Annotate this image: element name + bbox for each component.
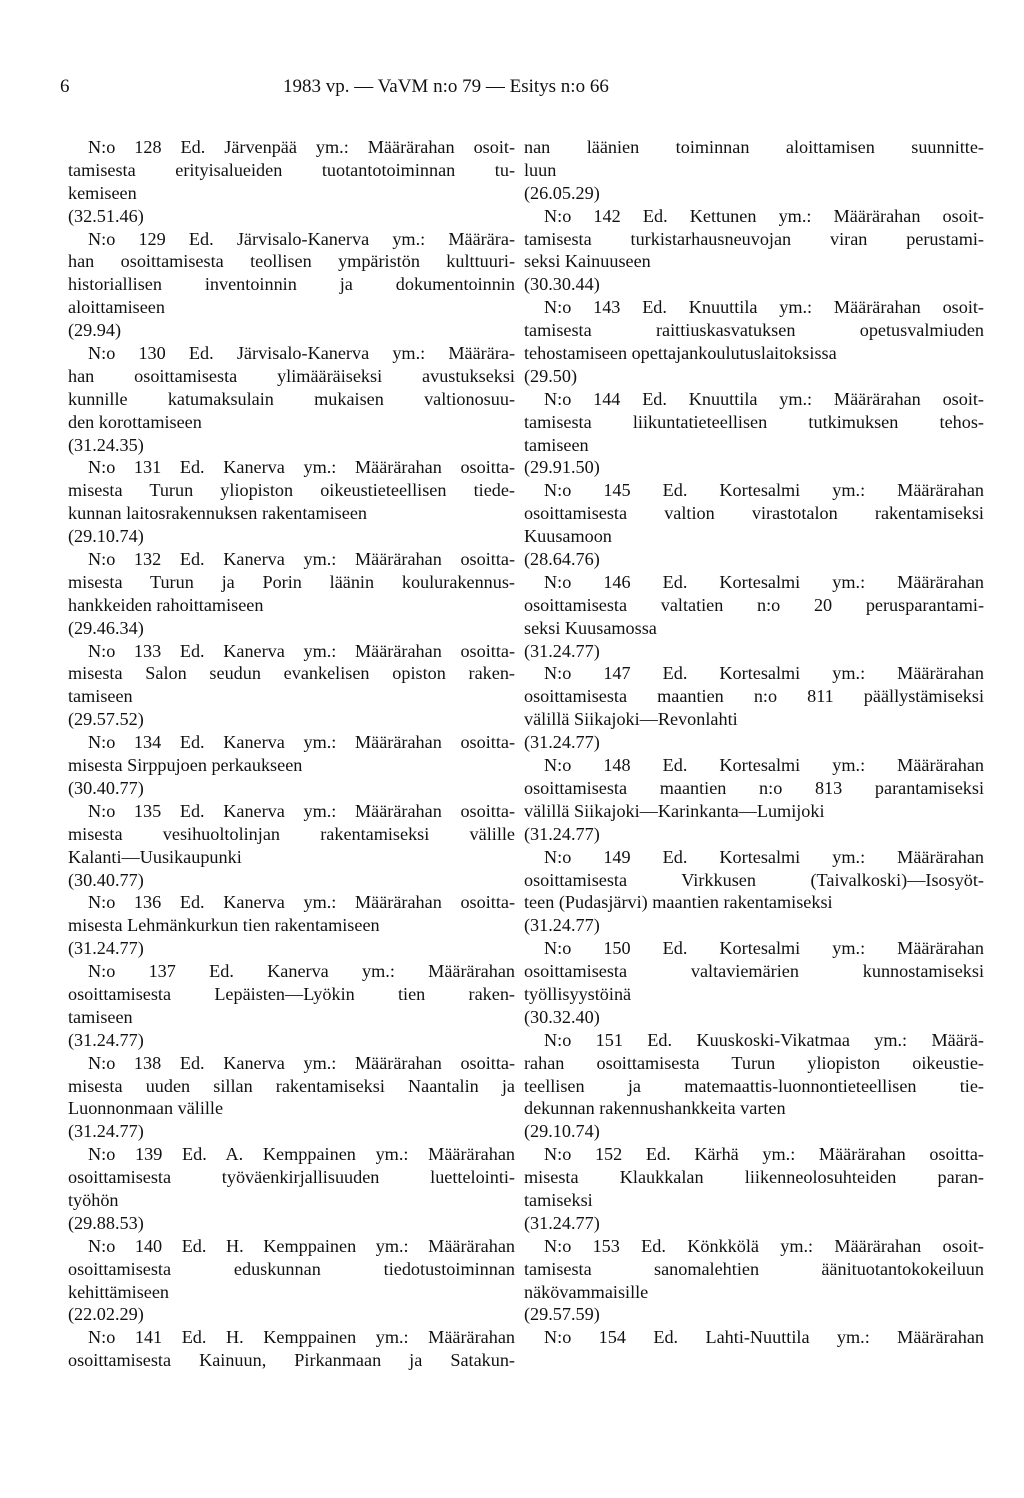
budget-code: (31.24.77)	[524, 915, 600, 936]
motion-entry	[68, 228, 515, 342]
entry-text-line: tamiseen	[524, 434, 589, 455]
budget-code: (29.91.50)	[524, 457, 600, 478]
entry-text-line: Luonnonmaan välille	[68, 1098, 224, 1119]
budget-code: (28.64.76)	[524, 549, 600, 570]
entry-text-line: rahan osoittamisesta Turun yliopiston oikeustie-	[524, 1052, 984, 1073]
entry-text-line: N:o 135 Ed. Kanerva ym.: Määrärahan osoitta-	[88, 800, 515, 821]
entry-text-line: osoittamisesta Lepäisten—Lyökin tien raken-	[68, 983, 515, 1004]
entry-text-line: N:o 148 Ed. Kortesalmi ym.: Määrärahan	[544, 755, 984, 776]
entry-text-line: N:o 153 Ed. Könkkölä ym.: Määrärahan osoit-	[544, 1235, 984, 1256]
budget-code: (26.05.29)	[524, 182, 600, 203]
motion-entry	[524, 846, 984, 938]
budget-code: (29.46.34)	[68, 617, 144, 638]
motion-entry	[524, 205, 984, 297]
left-column	[68, 136, 515, 1372]
budget-code: (29.94)	[68, 320, 122, 341]
budget-code: (29.50)	[524, 365, 578, 386]
entry-text-line: misesta Salon seudun evankelisen opiston raken-	[68, 663, 515, 684]
entry-text-line: nan läänien toiminnan aloittamisen suunnitte-	[524, 137, 984, 157]
entry-text-line: työhön	[68, 1189, 119, 1210]
entry-text-line: tamisesta raittiuskasvatuksen opetusvalmiuden	[524, 320, 984, 341]
motion-entry	[68, 960, 515, 1052]
entry-text-line: N:o 128 Ed. Järvenpää ym.: Määrärahan osoit-	[88, 137, 515, 157]
entry-text-line: seksi Kainuuseen	[524, 251, 651, 272]
entry-text-line: teellisen ja matemaattis-luonnontieteellisen tie-	[524, 1075, 984, 1096]
entry-text-line: osoittamisesta valtion virastotalon rakentamiseksi	[524, 503, 984, 524]
entry-text-line: Kuusamoon	[524, 526, 612, 547]
budget-code: (30.32.40)	[524, 1006, 600, 1027]
motion-entry	[68, 1052, 515, 1144]
entry-text-line: välillä Siikajoki—Karinkanta—Lumijoki	[524, 800, 825, 821]
budget-code: (31.24.35)	[68, 434, 144, 455]
budget-code: (31.24.77)	[524, 1212, 600, 1233]
entry-text-line: tamiseen	[68, 686, 133, 707]
budget-code: (31.24.77)	[524, 823, 600, 844]
motion-entry	[524, 1235, 984, 1327]
entry-text-line: tehostamiseen opettajankoulutuslaitoksissa	[524, 343, 837, 364]
entry-text-line: osoittamisesta työväenkirjallisuuden luettelointi-	[68, 1167, 515, 1188]
page-number: 6	[60, 76, 70, 97]
motion-entry	[524, 1029, 984, 1143]
motion-entry	[68, 136, 515, 228]
budget-code: (22.02.29)	[68, 1304, 144, 1325]
entry-text-line: misesta Lehmänkurkun tien rakentamiseen	[68, 915, 380, 936]
entry-text-line: osoittamisesta Virkkusen (Taivalkoski)—Isosyöt-	[524, 869, 984, 890]
entry-text-line: tamisesta liikuntatieteellisen tutkimuksen tehos-	[524, 411, 984, 432]
entry-text-line: N:o 141 Ed. H. Kemppainen ym.: Määrärahan	[88, 1327, 515, 1348]
entry-text-line: N:o 143 Ed. Knuuttila ym.: Määrärahan osoit-	[544, 297, 984, 318]
budget-code: (29.10.74)	[68, 526, 144, 547]
entry-text-line: N:o 142 Ed. Kettunen ym.: Määrärahan osoit-	[544, 205, 984, 226]
entry-text-line: kehittämiseen	[68, 1281, 170, 1302]
entry-text-line: han osoittamisesta ylimääräiseksi avustukseksi	[68, 365, 515, 386]
entry-text-line: osoittamisesta maantien n:o 813 parantamiseksi	[524, 777, 984, 798]
motion-entry	[524, 754, 984, 846]
entry-text-line: N:o 134 Ed. Kanerva ym.: Määrärahan osoitta-	[88, 732, 515, 753]
entry-text-line: osoittamisesta eduskunnan tiedotustoiminnan	[68, 1258, 515, 1279]
entry-text-line: työllisyystöinä	[524, 983, 632, 1004]
entry-text-line: N:o 151 Ed. Kuuskoski-Vikatmaa ym.: Määrä-	[544, 1029, 984, 1050]
entry-text-line: N:o 139 Ed. A. Kemppainen ym.: Määrärahan	[88, 1144, 515, 1165]
entry-text-line: N:o 137 Ed. Kanerva ym.: Määrärahan	[88, 961, 515, 982]
entry-text-line: N:o 132 Ed. Kanerva ym.: Määrärahan osoitta-	[88, 549, 515, 570]
entry-text-line: seksi Kuusamossa	[524, 617, 657, 638]
entry-text-line: den korottamiseen	[68, 411, 202, 432]
entry-text-line: misesta Klaukkalan liikenneolosuhteiden paran-	[524, 1167, 984, 1188]
motion-entry	[524, 662, 984, 754]
entry-text-line: N:o 152 Ed. Kärhä ym.: Määrärahan osoitta-	[544, 1144, 984, 1165]
entry-text-line: historiallisen inventoinnin ja dokumentoinnin	[68, 274, 515, 295]
entry-text-line: N:o 138 Ed. Kanerva ym.: Määrärahan osoitta-	[88, 1052, 515, 1073]
entry-text-line: N:o 145 Ed. Kortesalmi ym.: Määrärahan	[544, 480, 984, 501]
entry-text-line: kemiseen	[68, 182, 137, 203]
entry-text-line: hankkeiden rahoittamiseen	[68, 594, 264, 615]
budget-code: (29.57.52)	[68, 709, 144, 730]
motion-entry	[524, 1143, 984, 1235]
entry-text-line: kunnan laitosrakennuksen rakentamiseen	[68, 503, 367, 524]
entry-text-line: kunnille katumaksulain mukaisen valtionosuu-	[68, 388, 515, 409]
entry-text-line: N:o 131 Ed. Kanerva ym.: Määrärahan osoitta-	[88, 457, 515, 478]
budget-code: (30.40.77)	[68, 777, 144, 798]
budget-code: (31.24.77)	[68, 938, 144, 959]
motion-entry	[68, 731, 515, 800]
entry-text-line: osoittamisesta maantien n:o 811 päällystämiseksi	[524, 686, 984, 707]
entry-text-line: N:o 154 Ed. Lahti-Nuuttila ym.: Määrärahan	[544, 1327, 984, 1348]
budget-code: (32.51.46)	[68, 205, 144, 226]
right-column	[524, 136, 984, 1349]
entry-text-line: tamisesta erityisalueiden tuotantotoiminnan tu-	[68, 159, 515, 180]
running-title: 1983 vp. — VaVM n:o 79 — Esitys n:o 66	[283, 76, 609, 97]
motion-entry	[68, 456, 515, 548]
entry-text-line: näkövammaisille	[524, 1281, 649, 1302]
entry-text-line: N:o 129 Ed. Järvisalo-Kanerva ym.: Määrära-	[88, 228, 515, 249]
entry-text-line: aloittamiseen	[68, 297, 165, 318]
entry-text-line: N:o 146 Ed. Kortesalmi ym.: Määrärahan	[544, 571, 984, 592]
motion-entry	[68, 640, 515, 732]
entry-text-line: N:o 130 Ed. Järvisalo-Kanerva ym.: Määrära-	[88, 343, 515, 364]
entry-text-line: osoittamisesta valtaviemärien kunnostamiseksi	[524, 961, 984, 982]
entry-text-line: tamisesta sanomalehtien äänituotantokokeiluun	[524, 1258, 984, 1279]
motion-entry	[524, 571, 984, 663]
motion-entry	[68, 1143, 515, 1235]
entry-text-line: luun	[524, 159, 557, 180]
motion-entry	[68, 342, 515, 456]
budget-code: (30.40.77)	[68, 869, 144, 890]
motion-entry	[68, 1326, 515, 1372]
motion-entry	[68, 800, 515, 892]
entry-text-line: N:o 144 Ed. Knuuttila ym.: Määrärahan osoit-	[544, 388, 984, 409]
budget-code: (31.24.77)	[524, 732, 600, 753]
motion-entry	[68, 891, 515, 960]
motion-entry	[524, 388, 984, 480]
entry-text-line: dekunnan rakennushankkeita varten	[524, 1098, 786, 1119]
entry-text-line: N:o 136 Ed. Kanerva ym.: Määrärahan osoitta-	[88, 892, 515, 913]
motion-entry	[524, 937, 984, 1029]
entry-text-line: N:o 149 Ed. Kortesalmi ym.: Määrärahan	[544, 846, 984, 867]
budget-code: (31.24.77)	[68, 1121, 144, 1142]
motion-entry	[524, 136, 984, 205]
entry-text-line: N:o 140 Ed. H. Kemppainen ym.: Määrärahan	[88, 1235, 515, 1256]
entry-text-line: misesta Turun yliopiston oikeustieteellisen tiede-	[68, 480, 515, 501]
entry-text-line: tamisesta turkistarhausneuvojan viran perustami-	[524, 228, 984, 249]
entry-text-line: Kalanti—Uusikaupunki	[68, 846, 242, 867]
budget-code: (29.57.59)	[524, 1304, 600, 1325]
budget-code: (30.30.44)	[524, 274, 600, 295]
entry-text-line: misesta Turun ja Porin läänin koulurakennus-	[68, 571, 515, 592]
entry-text-line: välillä Siikajoki—Revonlahti	[524, 709, 738, 730]
motion-entry	[524, 479, 984, 571]
entry-text-line: tamiseen	[68, 1006, 133, 1027]
entry-text-line: misesta Sirppujoen perkaukseen	[68, 755, 303, 776]
entry-text-line: osoittamisesta Kainuun, Pirkanmaan ja Satakun-	[68, 1350, 515, 1371]
entry-text-line: N:o 133 Ed. Kanerva ym.: Määrärahan osoitta-	[88, 640, 515, 661]
motion-entry	[524, 1326, 984, 1349]
page-header	[60, 76, 1020, 106]
motion-entry	[68, 548, 515, 640]
budget-code: (29.10.74)	[524, 1121, 600, 1142]
entry-text-line: misesta uuden sillan rakentamiseksi Naantalin ja	[68, 1075, 515, 1096]
entry-text-line: osoittamisesta valtatien n:o 20 perusparantami-	[524, 594, 984, 615]
entry-text-line: N:o 150 Ed. Kortesalmi ym.: Määrärahan	[544, 938, 984, 959]
motion-entry	[524, 296, 984, 388]
entry-text-line: han osoittamisesta teollisen ympäristön kulttuuri-	[68, 251, 515, 272]
budget-code: (31.24.77)	[68, 1029, 144, 1050]
budget-code: (29.88.53)	[68, 1212, 144, 1233]
entry-text-line: misesta vesihuoltolinjan rakentamiseksi välille	[68, 823, 515, 844]
entry-text-line: N:o 147 Ed. Kortesalmi ym.: Määrärahan	[544, 663, 984, 684]
budget-code: (31.24.77)	[524, 640, 600, 661]
motion-entry	[68, 1235, 515, 1327]
entry-text-line: teen (Pudasjärvi) maantien rakentamiseksi	[524, 892, 833, 913]
entry-text-line: tamiseksi	[524, 1189, 593, 1210]
